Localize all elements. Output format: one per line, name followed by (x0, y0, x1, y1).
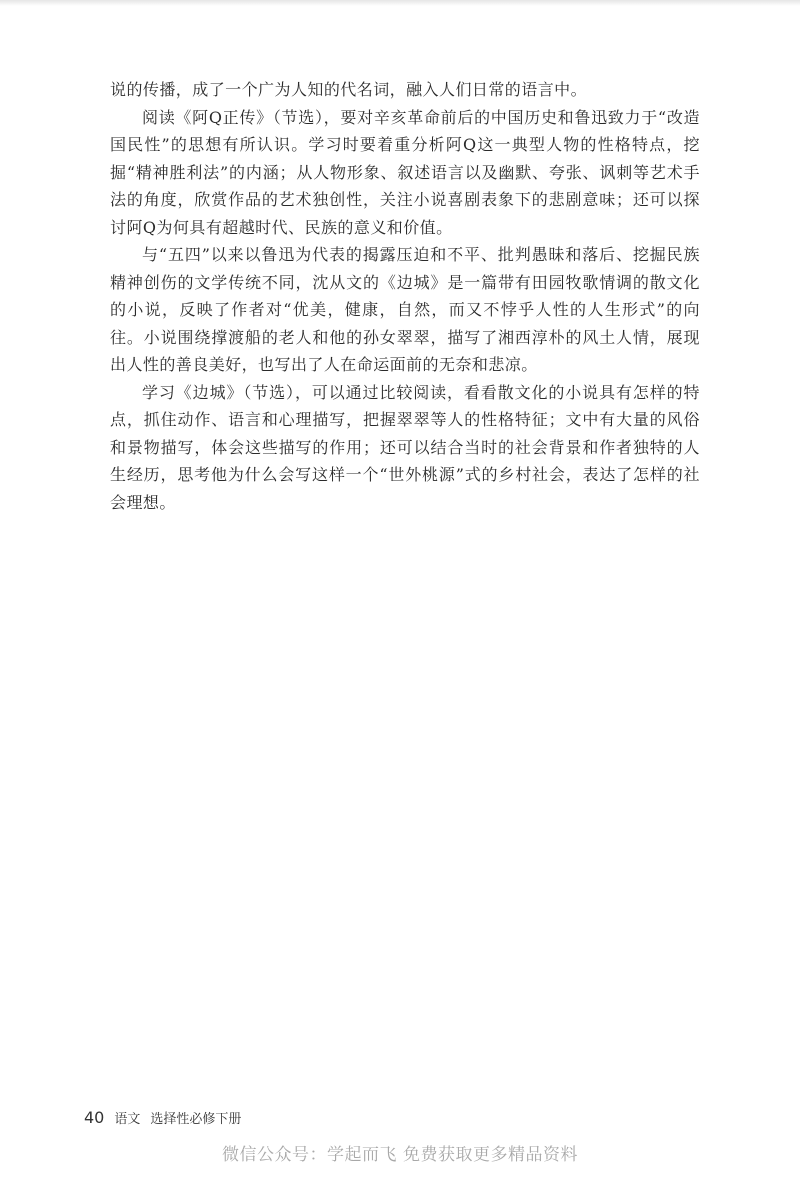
page-top-edge (0, 0, 800, 6)
paragraph-border-town-intro: 与“五四”以来以鲁迅为代表的揭露压迫和不平、批判愚昧和落后、挖掘民族精神创伤的文学传统不同，沈从文的《边城》是一篇带有田园牧歌情调的散文化的小说，反映了作者对“优美，健康，自然，而又不悖乎人性的人生形式”的向往。小说围绕撑渡船的老人和他的孙女翠翠，描写了湘西淳朴的风土人情，展现出人性的善良美好，也写出了人在命运面前的无奈和悲凉。 (110, 245, 700, 374)
watermark-text: 微信公众号：学起而飞 免费获取更多精品资料 (222, 1145, 578, 1165)
page-footer (84, 1108, 241, 1130)
paragraph-continuation: 说的传播，成了一个广为人知的代名词，融入人们日常的语言中。 (110, 80, 588, 99)
book-subject: 语文 (114, 1112, 141, 1127)
text-body (110, 76, 700, 516)
paragraph-ah-q: 阅读《阿Q正传》（节选），要对辛亥革命前后的中国历史和鲁迅致力于“改造国民性”的思想有所认识。学习时要着重分析阿Q这一典型人物的性格特点，挖掘“精神胜利法”的内涵；从人物形象、叙述语言以及幽默、夸张、讽刺等艺术手法的角度，欣赏作品的艺术独创性，关注小说喜剧表象下的悲剧意味；还可以探讨阿Q为何具有超越时代、民族的意义和价值。 (110, 107, 700, 237)
book-volume: 选择性必修下册 (150, 1112, 242, 1127)
paragraph-border-town-study: 学习《边城》（节选），可以通过比较阅读，看看散文化的小说具有怎样的特点，抓住动作、语言和心理描写，把握翠翠等人的性格特征；文中有大量的风俗和景物描写，体会这些描写的作用；还可以结合当时的社会背景和作者独特的人生经历，思考他为什么会写这样一个“世外桃源”式的乡村社会，表达了怎样的社会理想。 (110, 382, 700, 512)
page-number: 40 (84, 1108, 105, 1127)
